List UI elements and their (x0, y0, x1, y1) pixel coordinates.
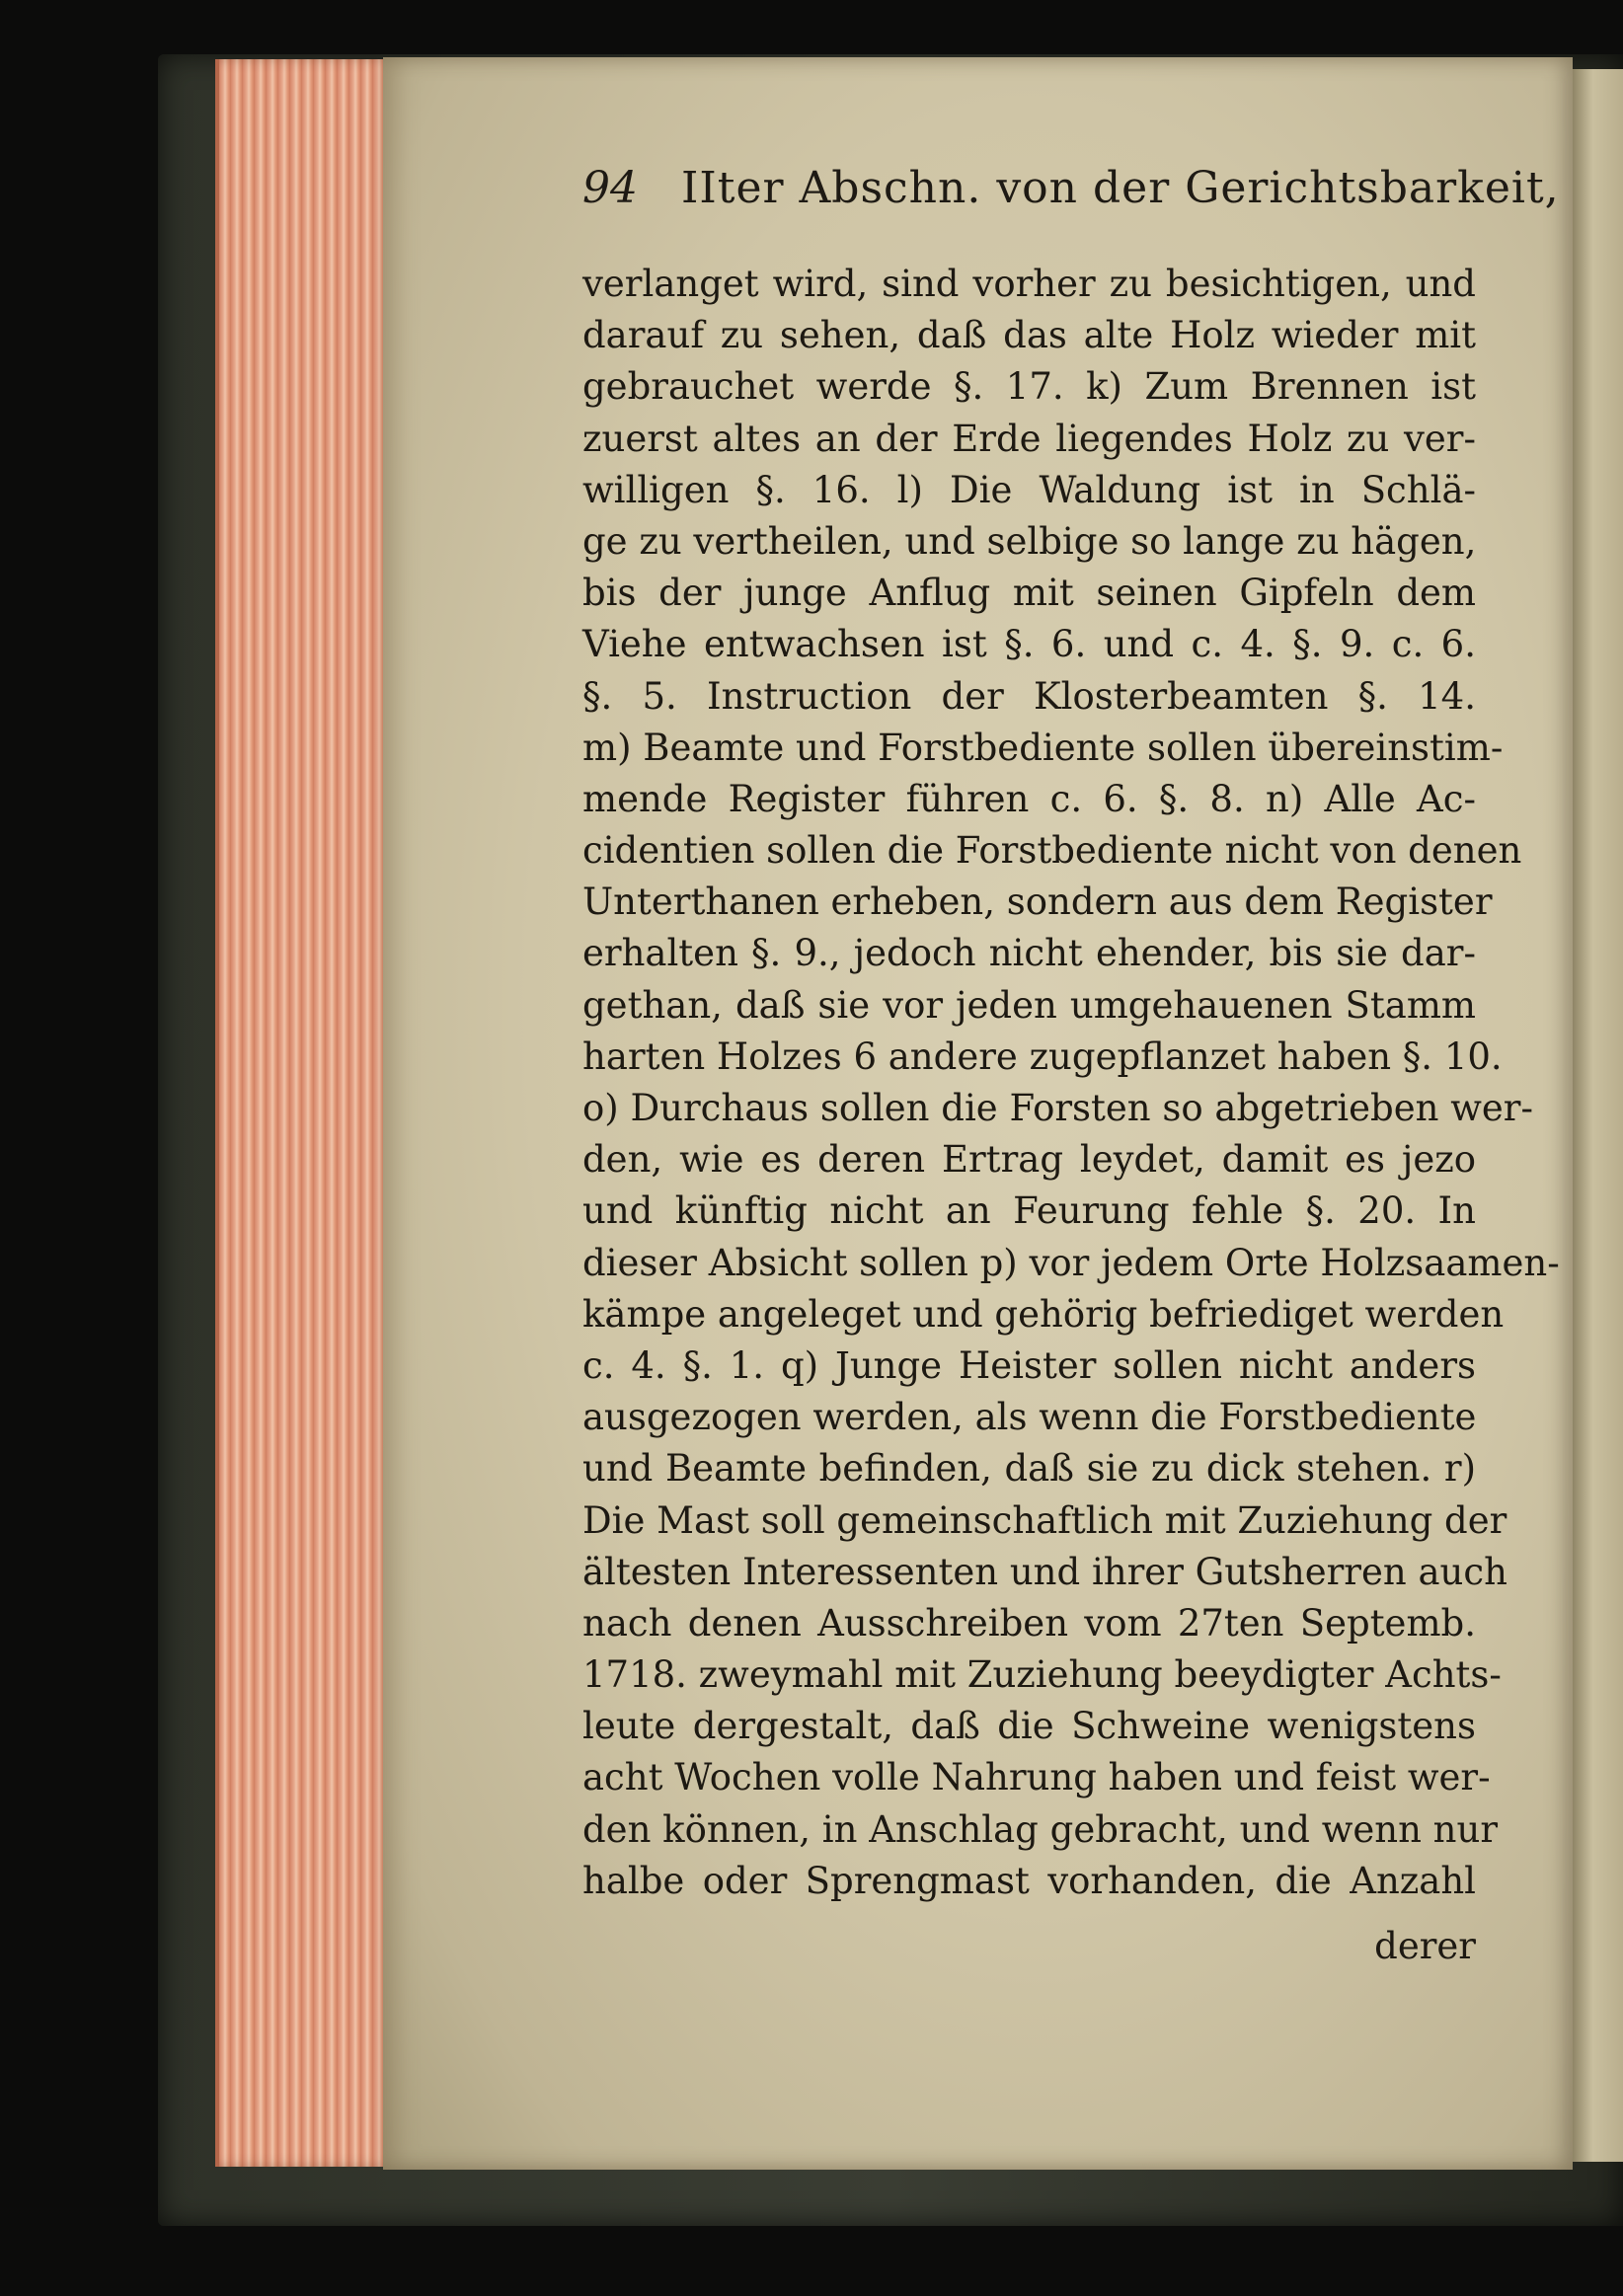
text-line: ältesten Interessenten und ihrer Gutsherren auch (582, 1550, 1507, 1593)
text-line: und künftig nicht an Feurung fehle §. 20. In (582, 1189, 1476, 1233)
text-line: darauf zu sehen, daß das alte Holz wieder mit (582, 314, 1476, 357)
text-line: und Beamte befinden, daß sie zu dick stehen. r) (582, 1447, 1476, 1491)
text-line: o) Durchaus sollen die Forsten so abgetrieben wer- (582, 1087, 1533, 1129)
text-line: den können, in Anschlag gebracht, und wenn nur (582, 1807, 1499, 1851)
catchword: derer (1374, 1925, 1476, 1967)
text-line: dieser Absicht sollen p) vor jedem Orte Holzsaamen- (582, 1241, 1560, 1284)
text-line: c. 4. §. 1. q) Junge Heister sollen nicht anders (582, 1343, 1476, 1387)
text-line: willigen §. 16. l) Die Waldung ist in Schlä- (582, 468, 1476, 511)
text-line: Viehe entwachsen ist §. 6. und c. 4. §. 9. c. 6. (582, 623, 1476, 666)
text-line: gebrauchet werde §. 17. k) Zum Brennen ist (582, 365, 1476, 409)
text-line: 1718. zweymahl mit Zuziehung beeydigter Achts- (582, 1653, 1502, 1697)
text-line: harten Holzes 6 andere zugepflanzet haben §. 10. (582, 1034, 1503, 1078)
text-line: bis der junge Anflug mit seinen Gipfeln dem (582, 572, 1476, 615)
text-line: Die Mast soll gemeinschaftlich mit Zuziehung der (582, 1498, 1507, 1542)
text-line: acht Wochen volle Nahrung haben und feist wer- (582, 1756, 1491, 1799)
text-line: erhalten §. 9., jedoch nicht ehender, bis sie dar- (582, 932, 1476, 975)
running-head: IIter Abschn. von der Gerichtsbarkeit, (681, 163, 1560, 213)
text-line: ausgezogen werden, als wenn die Forstbediente (582, 1396, 1477, 1439)
text-line: zuerst altes an der Erde liegendes Holz zu ver- (582, 417, 1476, 460)
text-line: verlanget wird, sind vorher zu besichtigen, und (582, 263, 1476, 305)
text-line: halbe oder Sprengmast vorhanden, die Anzahl (582, 1859, 1476, 1902)
page-header (582, 163, 1560, 232)
text-line: Unterthanen erheben, sondern aus dem Register (582, 880, 1493, 924)
text-line: kämpe angeleget und gehörig befriediget werden (582, 1292, 1505, 1336)
page-edges (215, 59, 392, 2167)
text-line: mende Register führen c. 6. §. 8. n) Alle Ac- (582, 777, 1476, 820)
page-number: 94 (582, 163, 638, 213)
facing-page-edge (1573, 69, 1623, 2162)
text-line: §. 5. Instruction der Klosterbeamten §. 14. (582, 674, 1476, 718)
text-line: ge zu vertheilen, und selbige so lange zu hägen, (582, 519, 1477, 563)
text-line: nach denen Ausschreiben vom 27ten Septemb. (582, 1601, 1476, 1645)
body-text (582, 259, 1560, 1907)
text-line: cidentien sollen die Forstbediente nicht von denen (582, 829, 1522, 873)
text-line: m) Beamte und Forstbediente sollen übereinstim- (582, 726, 1504, 769)
text-line: gethan, daß sie vor jeden umgehauenen Stamm (582, 983, 1476, 1027)
text-line: leute dergestalt, daß die Schweine wenigstens (582, 1705, 1476, 1748)
text-line: den, wie es deren Ertrag leydet, damit es jezo (582, 1138, 1476, 1182)
